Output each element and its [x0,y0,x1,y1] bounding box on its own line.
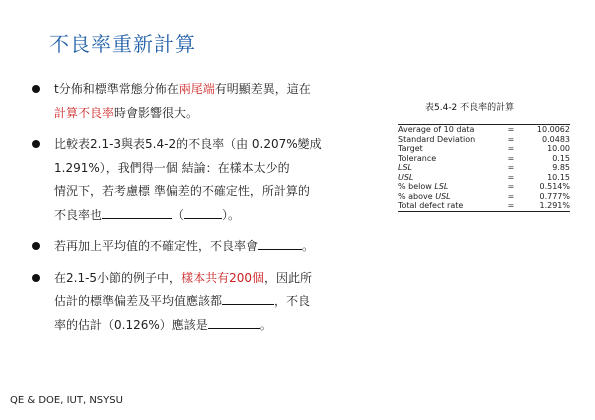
defect-rate-table [398,124,570,212]
bullet-item [30,235,380,259]
bullet-text: 在2.1-5小節的例子中， [54,270,182,285]
bullet-text: 時會影響很大。 [114,105,199,120]
bullet-dot-icon [32,140,40,148]
row-value: 1.291% [539,201,570,210]
row-label: Target [398,144,423,153]
bullet-text: 1.291%），我們得一個 結論：在樣本太少的 [54,160,290,175]
bullet-text: ，不良 [274,294,311,308]
row-equals: = [507,172,515,182]
bullet-dot-icon [32,242,40,250]
row-label: Standard Deviation [398,134,476,144]
row-equals: = [507,163,515,172]
bullet-list [30,78,380,345]
bullet-line [54,267,380,291]
table-row [398,144,570,154]
table-row [398,173,570,183]
row-value: 0.0483 [542,134,570,144]
table-row [398,154,570,164]
bullet-line [54,204,380,228]
highlighted-text: 計算不良率 [54,105,115,120]
page-title: 不良率重新計算 [49,32,196,56]
highlighted-text: 兩尾端 [178,82,215,96]
row-value: 10.0062 [536,125,570,134]
row-label: Average of 10 data [398,125,475,134]
row-value: 10.00 [547,144,570,153]
bullet-text: 若再加上平均值的不確定性，不良率會 [54,239,259,253]
bullet-line [54,290,380,314]
row-value: 0.777% [539,191,570,201]
row-label: % below LSL [398,182,449,191]
table-row [398,163,570,173]
bullet-text: 比較表2.1-3與表5.4-2的不良率（由 0.207%變成 [54,137,322,151]
row-equals: = [507,201,515,210]
row-equals: = [507,125,515,134]
row-equals: = [507,144,515,153]
table-row [398,182,570,192]
bullet-dot-icon [32,85,40,93]
bullet-text: 不良率也 [54,207,103,222]
row-value: 0.15 [552,153,570,163]
bullet-text: 有明顯差異，這在 [214,82,311,96]
table-row [398,201,570,211]
bullet-text: ，因此所 [263,270,312,285]
row-equals: = [507,191,515,201]
fill-in-blank [208,317,260,329]
bullet-item [30,133,380,227]
row-equals: = [507,134,515,144]
bullet-text: 估計的標準偏差及平均值應該都 [54,294,223,308]
row-label: Total defect rate [398,201,464,210]
fill-in-blank [184,207,222,219]
row-equals: = [507,153,515,163]
row-label: USL [398,172,414,182]
bullet-line [54,157,380,181]
table-row [398,192,570,202]
bullet-line [54,78,380,102]
bullet-text: （ [172,207,185,222]
table-row [398,135,570,145]
bullet-line [54,102,380,126]
row-label: % above USL [398,191,451,201]
fill-in-blank [222,293,274,305]
bullet-line [54,235,380,259]
bullet-text: t分佈和標準常態分佈在 [54,82,179,96]
row-value: 10.15 [547,172,570,182]
bullet-text: 。 [259,317,272,332]
highlighted-text: 樣本共有200個 [181,270,264,285]
table-caption: 表5.4-2 不良率的計算 [425,103,515,113]
bullet-line [54,180,380,204]
row-label: Tolerance [398,153,437,163]
bullet-text: 情況下，若考慮標 準偏差的不確定性，所計算的 [54,184,310,198]
bullet-line [54,133,380,157]
table-row [398,125,570,135]
row-value: 9.85 [552,163,570,172]
row-label: LSL [398,163,412,172]
bullet-item [30,267,380,338]
bullet-text: 。 [302,239,315,253]
row-equals: = [507,182,515,191]
bullet-text: 率的估計（0.126%）應該是 [54,317,208,332]
footer-text: QE & DOE, IUT, NSYSU [10,395,123,406]
fill-in-blank [102,207,172,219]
bullet-item [30,78,380,125]
fill-in-blank [258,238,302,250]
bullet-line [54,314,380,338]
bullet-text: ）。 [222,207,241,222]
row-value: 0.514% [539,182,570,191]
bullet-dot-icon [32,274,40,282]
